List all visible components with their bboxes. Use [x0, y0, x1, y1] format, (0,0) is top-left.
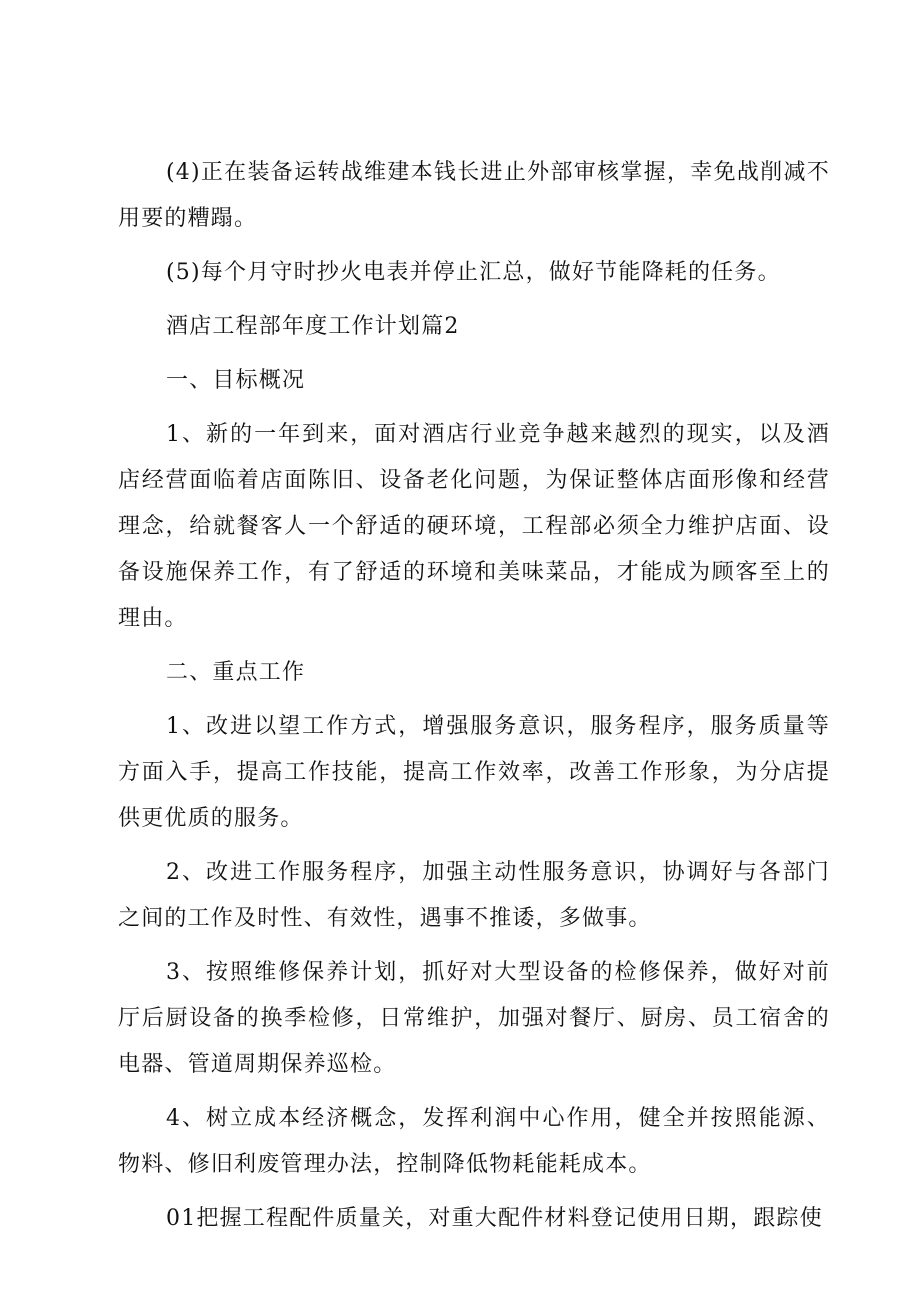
- paragraph-key-work-3: 3、按照维修保养计划，抓好对大型设备的检修保养，做好对前厅后厨设备的换季检修，日常维护，加强对餐厅、厨房、员工宿舍的电器、管道周期保养巡检。: [118, 960, 830, 1077]
- document-body: [118, 150, 830, 1242]
- paragraph-item-5: (5)每个月守时抄火电表并停止汇总，做好节能降耗的任务。: [166, 260, 781, 285]
- paragraph-goal-1: 1、新的一年到来，面对酒店行业竞争越来越烈的现实，以及酒店经营面临着店面陈旧、设备老化问题，为保证整体店面形像和经营理念，给就餐客人一个舒适的硬环境，工程部必须全力维护店面、设备设施保养工作，有了舒适的环境和美味菜品，才能成为顾客至上的理由。: [118, 422, 830, 631]
- paragraph-parts-01: 01把握工程配件质量关，对重大配件材料登记使用日期，跟踪使: [166, 1206, 823, 1231]
- paragraph-key-work-4: 4、树立成本经济概念，发挥利润中心作用，健全并按照能源、物料、修旧利废管理办法，控制降低物耗能耗成本。: [118, 1106, 830, 1177]
- section-title: 酒店工程部年度工作计划篇2: [166, 314, 460, 339]
- paragraph-key-work-1: 1、改进以望工作方式，增强服务意识，服务程序，服务质量等方面入手，提高工作技能，提高工作效率，改善工作形象，为分店提供更优质的服务。: [118, 714, 830, 831]
- paragraph-key-work-2: 2、改进工作服务程序，加强主动性服务意识，协调好与各部门之间的工作及时性、有效性，遇事不推诿，多做事。: [118, 860, 830, 931]
- paragraph-item-4: (4)正在装备运转战维建本钱长进止外部审核掌握，幸免战削减不用要的糟蹋。: [118, 160, 830, 231]
- heading-goal-overview: 一、目标概况: [166, 368, 306, 393]
- heading-key-work: 二、重点工作: [166, 660, 306, 685]
